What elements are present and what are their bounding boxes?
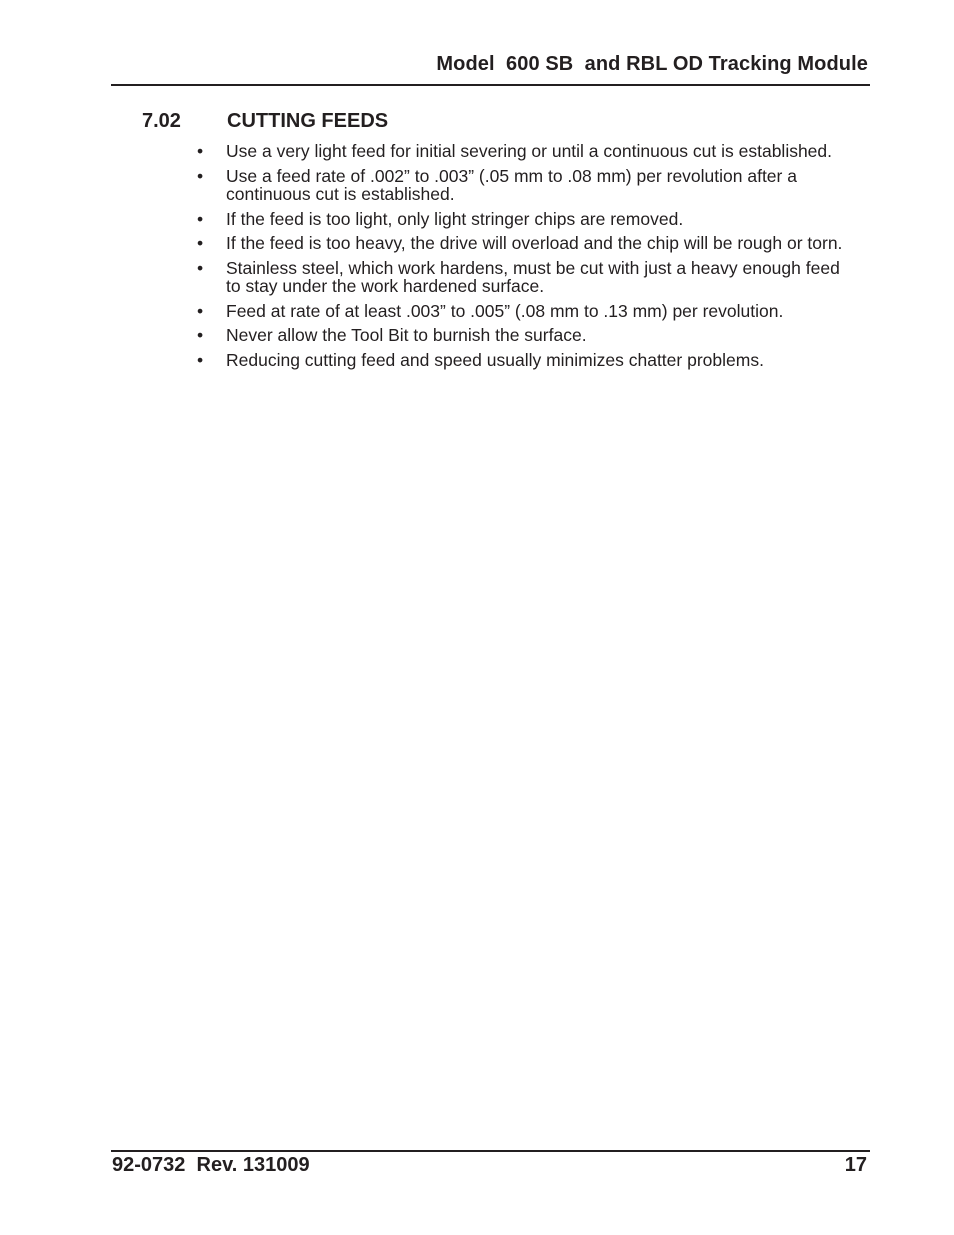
bullet-icon: •: [197, 233, 204, 253]
bullet-icon: •: [197, 257, 204, 278]
bullet-icon: •: [197, 141, 204, 161]
list-item-text: If the feed is too heavy, the drive will overload and the chip will be rough or torn.: [226, 233, 843, 253]
page-header-title: Model 600 SB and RBL OD Tracking Module: [436, 53, 868, 75]
list-item-text: Stainless steel, which work hardens, must be cut with just a heavy enough feed to stay under the work hardened surface.: [226, 257, 840, 296]
list-item: [196, 326, 856, 345]
header-divider: [111, 84, 870, 86]
list-item: [196, 210, 856, 229]
list-item: [196, 351, 856, 370]
bullet-icon: •: [197, 349, 204, 370]
list-item: [196, 259, 856, 296]
bullet-icon: •: [197, 300, 204, 321]
footer-page-number: 17: [844, 1154, 867, 1176]
list-item-text: Use a feed rate of .002” to .003” (.05 mm to .08 mm) per revolution after a continuous cut is established.: [226, 165, 797, 204]
bullet-icon: •: [197, 208, 204, 229]
list-item-text: If the feed is too light, only light stringer chips are removed.: [226, 208, 684, 229]
footer-divider: [111, 1150, 870, 1152]
list-item: [196, 167, 856, 204]
list-item: [196, 234, 856, 253]
bullet-icon: •: [197, 165, 204, 186]
list-item-text: Reducing cutting feed and speed usually minimizes chatter problems.: [226, 349, 764, 370]
list-item-text: Use a very light feed for initial severing or until a continuous cut is established.: [226, 141, 833, 161]
section-number: 7.02: [142, 110, 181, 132]
list-item: [196, 142, 856, 161]
section-title: CUTTING FEEDS: [227, 110, 389, 132]
list-item: [196, 302, 856, 321]
list-item-text: Feed at rate of at least .003” to .005” (.08 mm to .13 mm) per revolution.: [226, 300, 784, 321]
footer-doc-number: 92-0732 Rev. 131009: [112, 1154, 310, 1176]
list-item-text: Never allow the Tool Bit to burnish the surface.: [226, 325, 587, 345]
bullet-list: [196, 142, 856, 375]
bullet-icon: •: [197, 325, 204, 345]
